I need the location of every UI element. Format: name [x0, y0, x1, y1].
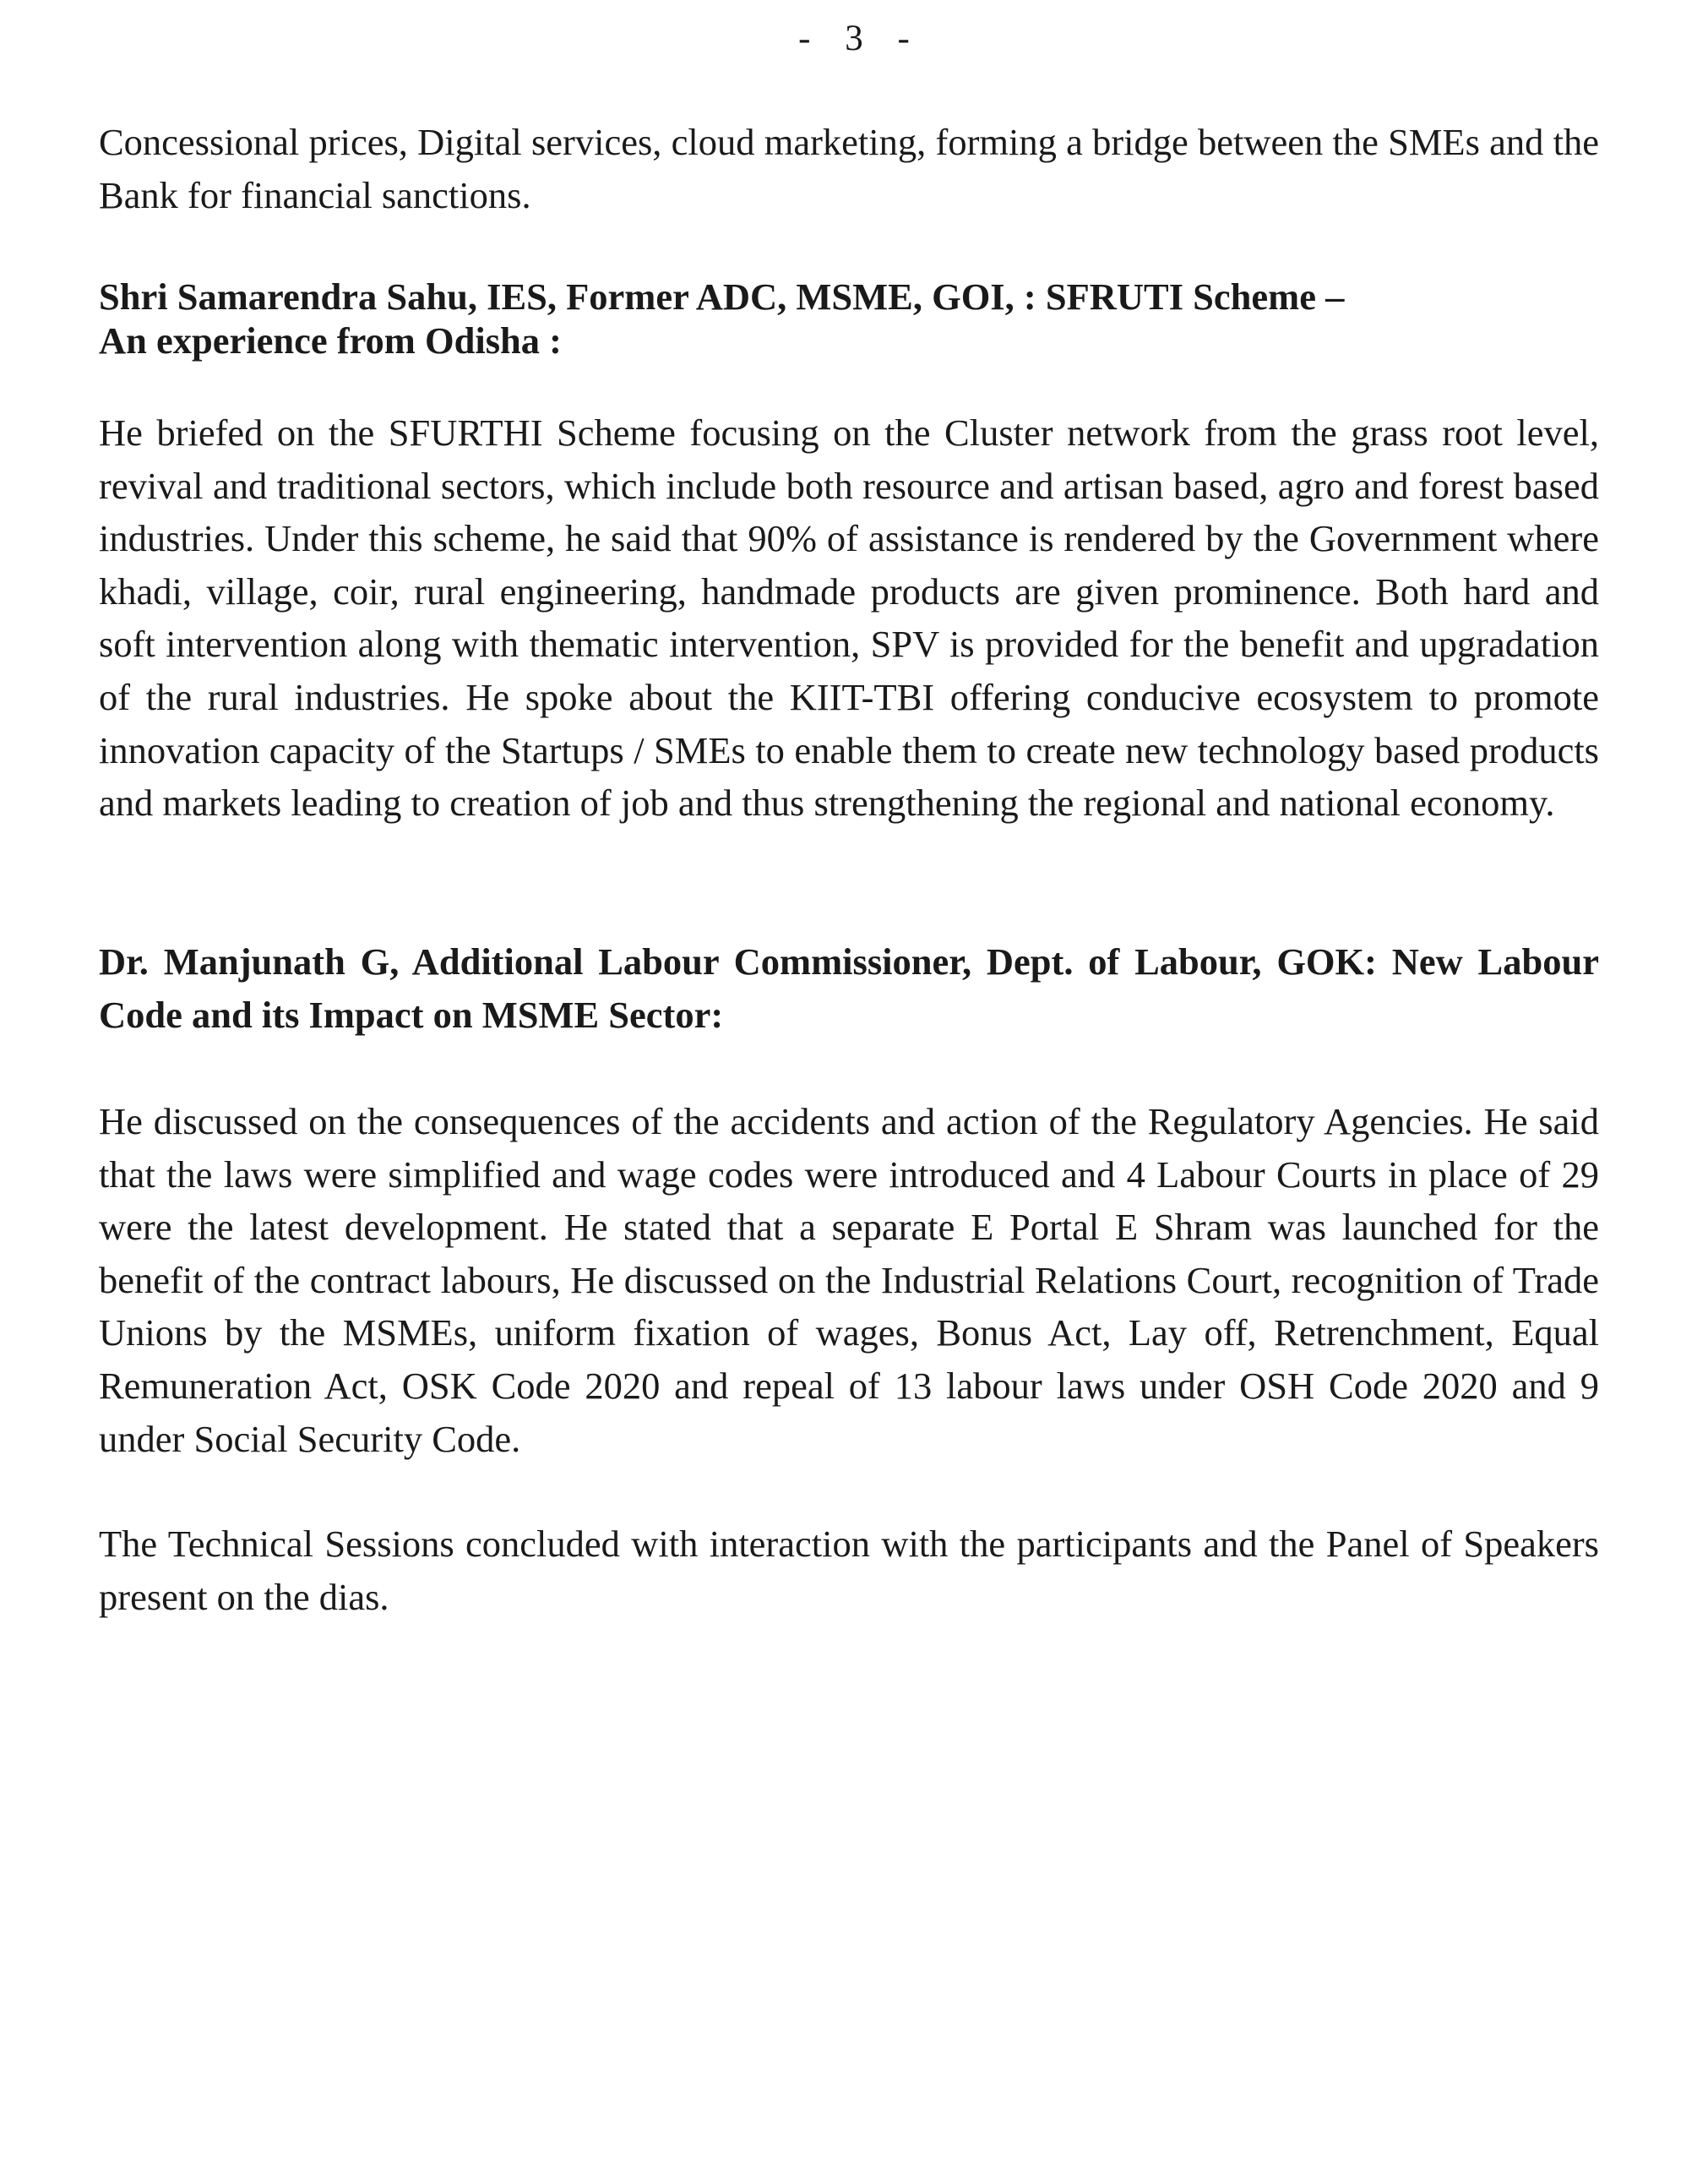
section-body-manjunath: He discussed on the consequences of the accidents and action of the Regulatory Agencies. He said that the laws were simplified and wage codes were introduced and 4 Labour Courts in place of 29 were the latest development. He stated that a separate E Portal E Shram was launched for the benefit of the contract labours, He discussed on the Industrial Relations Court, recognition of Trade Unions by the MSMEs, uniform fixation of wages, Bonus Act, Lay off, Retrenchment, Equal Remuneration Act, OSK Code 2020 and repeal of 13 labour laws under OSH Code 2020 and 9 under Social Security Code. [99, 1100, 1599, 1460]
section-heading-manjunath: Dr. Manjunath G, Additional Labour Commissioner, Dept. of Labour, GOK: New Labour Code and its Impact on MSME Sector: [99, 940, 1599, 1036]
section-heading-sahu-line2: An experience from Odisha : [99, 319, 562, 362]
section-heading-sahu-line1: Shri Samarendra Sahu, IES, Former ADC, MSME, GOI, : SFRUTI Scheme – [99, 275, 1345, 318]
page-number: - 3 - [798, 19, 910, 58]
intro-paragraph: Concessional prices, Digital services, cloud marketing, forming a bridge between the SMEs and the Bank for financial sanctions. [99, 121, 1599, 216]
section-body-sahu: He briefed on the SFURTHI Scheme focusing on the Cluster network from the grass root level, revival and traditional sectors, which include both resource and artisan based, agro and forest based industries. Under this scheme, he said that 90% of assistance is rendered by the Government where khadi, village, coir, rural engineering, handmade products are given prominence. Both hard and soft intervention along with thematic intervention, SPV is provided for the benefit and upgradation of the rural industries. He spoke about the KIIT-TBI offering conducive ecosystem to promote innovation capacity of the Startups / SMEs to enable them to create new technology based products and markets leading to creation of job and thus strengthening the regional and national economy. [99, 411, 1599, 825]
closing-paragraph: The Technical Sessions concluded with interaction with the participants and the Panel of Speakers present on the dias. [99, 1523, 1599, 1618]
section-heading-sahu [99, 275, 1599, 362]
